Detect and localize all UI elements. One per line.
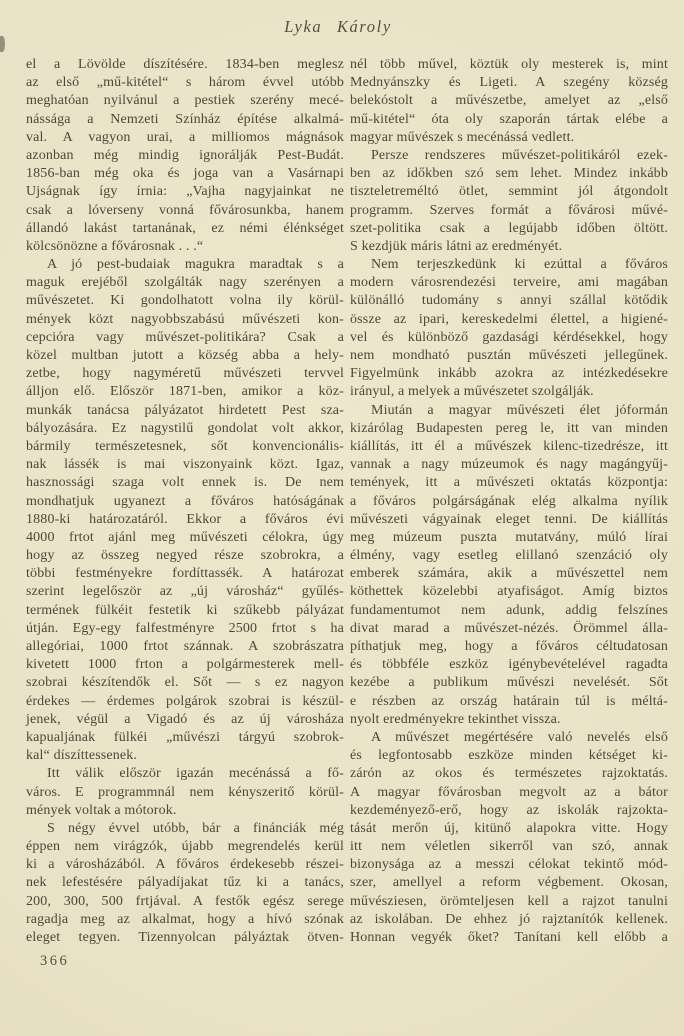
text-line: ragadja meg az alkalmat, hogy a hívó szónak xyxy=(26,911,344,927)
text-line: ki a városházából. A főváros érdekesebb részei- xyxy=(26,857,344,873)
text-line: Ujságnak így írnia: „Vajha nagyjainkat ne xyxy=(26,184,344,200)
text-line: nek lefestésére pályadíjakat tűz ki a tanács, xyxy=(26,875,344,891)
text-line: 1880-ki határozatáról. Ekkor a főváros évi xyxy=(26,511,344,527)
text-line: S négy évvel utóbb, bár a finánciák még xyxy=(47,820,344,836)
text-line: Persze rendszeres művészet-politikáról ezek- xyxy=(371,147,668,163)
text-line: A művészet megértésére való nevelés első xyxy=(371,729,668,745)
text-line: művésziesen, örömteljesen kell a rajzot tanulni xyxy=(350,893,668,909)
text-line: val. A vagyon urai, a milliomos mágnások xyxy=(26,129,344,145)
text-line: nyolt eredményekre tekinthet vissza. xyxy=(350,711,561,727)
text-line: nél több művel, köztük oly mesterek is, mint xyxy=(350,57,668,72)
text-line: eleget tegyen. Tizennyolcan pályáztak ötven- xyxy=(26,930,344,945)
text-line: Mednyánszky és Ligeti. A szegény község xyxy=(350,75,668,91)
text-line: 1856-ban még oka és joga van a Vasárnapi xyxy=(26,166,344,182)
text-line: cepcióra vagy művészet-politikára? Csak a xyxy=(26,329,344,345)
text-line: irányul, a melyek a művészetet szolgálják. xyxy=(350,384,594,400)
text-line: allegóriai, 1000 frtot szánnak. A szobrászatra xyxy=(26,639,344,654)
text-line: ben az időkben szó sem lehet. Mindez inkább xyxy=(350,166,668,182)
text-line: kezdeményező-erő, hogy az iskolák rajzokta- xyxy=(350,802,668,818)
text-line: 4000 frtot ajánl meg művészeti célokra, úgy xyxy=(26,529,344,545)
text-line: azonban még mindig ignorálják Pest-Budát. xyxy=(26,147,344,163)
text-line: bizonysága az a messzi célokat tekintő mód- xyxy=(350,857,668,873)
text-line: bályozására. Ez nagystilű gondolat volt akkor, xyxy=(26,420,344,436)
text-line: meghatóan nyilvánul a pestiek szerény mecé- xyxy=(26,93,344,109)
text-line: útján. Egy-egy falfestményre 2500 frtot s ha xyxy=(26,620,344,636)
text-line: A magyar fővárosban megvolt az a bátor xyxy=(350,784,668,800)
text-line: érdekes — érdemes polgárok szobrai is készül- xyxy=(26,693,344,709)
text-line: kal“ díszíttessenek. xyxy=(26,748,138,764)
text-line: össze az ipari, kereskedelmi élettel, a higiené- xyxy=(350,311,668,327)
text-line: meg múzeum puszta mutatvány, múló lírai xyxy=(350,529,668,545)
text-line: szet-politika csak a legújabb időben öltött. xyxy=(350,220,668,236)
text-line: mények közt nagyobbszabású művészeti kon- xyxy=(26,311,344,327)
text-line: píthatjuk meg, hogy a főváros céltudatosan xyxy=(350,639,668,654)
text-line: divat marad a művészet-nézés. Örömmel álla- xyxy=(350,620,668,636)
text-line: Itt válik először igazán mecénássá a fő- xyxy=(47,766,344,782)
text-line: kiállítás, itt él a művészek kilenc-tizedrésze, itt xyxy=(350,438,668,454)
text-line: temények, itt a művészeti oktatás központja: xyxy=(350,475,668,491)
text-line: tását merőn új, kitünő alapokra vitte. Hogy xyxy=(350,820,668,836)
text-line: A jó pest-budaiak magukra maradtak s a xyxy=(47,257,344,273)
text-line: maguk erejéből szolgálták nagy szerényen a xyxy=(26,275,344,291)
text-line: kölcsönözne a fővárosnak . . .“ xyxy=(26,238,204,254)
text-line: mű-kitétel“ óta oly szaporán tártak elébe a xyxy=(350,111,668,127)
text-line: szerint legelőször az „új városház“ gyűlés- xyxy=(26,584,344,600)
text-line: itt nem véletlen sikerről van szó, annak xyxy=(350,839,668,855)
text-line: zárón az okos és természetes rajzoktatás. xyxy=(350,766,668,782)
text-line: az iskolában. De ehhez jó rajztanítók kellenek. xyxy=(350,911,668,927)
text-line: az első „mű-kitétel“ s három évvel utóbb xyxy=(26,75,344,91)
text-line: köthettek közelebbi atyafiságot. Amíg biztos xyxy=(350,584,668,600)
text-line: fundamentumot nem adunk, addig felszínes xyxy=(350,602,668,618)
text-line: város. E programmnál nem kényszeritő körül- xyxy=(26,784,344,800)
text-line: termének fülkéit festetik ki szűkebb pályázat xyxy=(26,602,344,618)
text-line: élmény, vagy esetleg elillanó szenzáció oly xyxy=(350,548,668,564)
text-line: emberek számára, akik a művészettel nem xyxy=(350,566,668,582)
text-line: belekóstolt a művészetbe, amelyet az „első xyxy=(350,93,668,109)
text-line: el a Lövölde díszítésére. 1834-ben meglesz xyxy=(26,57,344,72)
right-column xyxy=(350,56,668,947)
text-line: zetbe, hogy nagyméretű művészeti tervvel xyxy=(26,366,344,382)
text-line: többi festményekre fordíttassék. A határozat xyxy=(26,566,344,582)
text-line: nak lássék is mai viszonyaink közt. Igaz, xyxy=(26,457,344,473)
text-line: S kezdjük máris látni az eredményét. xyxy=(350,238,563,254)
text-line: programm. Szerves formát a fővárosi művé- xyxy=(350,202,668,218)
text-line: Nem terjeszkedünk ki ezúttal a főváros xyxy=(371,257,668,273)
text-line: nem mondható pusztán művészeti jellegűnek. xyxy=(350,348,668,363)
text-line: művészetet. Ki gondolhatott volna ily körül- xyxy=(26,293,344,309)
text-line: kizárólag Budapesten pereg le, itt van minden xyxy=(350,420,668,436)
text-line: kezébe a publikum művészi nevelését. Sőt xyxy=(350,675,668,691)
text-line: Miután a magyar művészeti élet jóformán xyxy=(371,402,668,418)
text-line: modern városrendezési terveire, ami magában xyxy=(350,275,668,291)
text-line: és többféle eszköz igénybevételével ragadta xyxy=(350,657,668,673)
text-line: közel multban jutott a község abba a hely- xyxy=(26,348,344,363)
text-line: 200, 300, 500 frtjával. A festők egész serege xyxy=(26,893,344,909)
text-line: nássága a Nemzeti Színház építése alkalmá- xyxy=(26,111,344,127)
page-number: 366 xyxy=(40,953,70,969)
text-line: kapualjának fülkéi „művészi tárgyú szobrok- xyxy=(26,729,344,745)
text-line: vel és különböző gazdasági kérdésekkel, hogy xyxy=(350,329,668,345)
text-line: kivetett 1000 frton a polgármesterek mell- xyxy=(26,657,344,673)
text-line: mények voltak a mótorok. xyxy=(26,802,177,818)
text-line: szobrai készítendők el. Sőt — s ez nagyon xyxy=(26,675,344,691)
text-line: éppen nem virágzók, újabb megrendelés kerül xyxy=(26,839,344,855)
text-line: szer, amellyel a reform végbement. Okosan, xyxy=(350,875,668,891)
running-header-author: Lyka Károly xyxy=(284,17,392,36)
text-line: álljon elő. Először 1871-ben, amikor a köz- xyxy=(26,384,344,400)
text-line: és legfontosabb eszköze minden kétséget ki- xyxy=(350,748,668,764)
text-line: tiszteletreméltó ötlet, semmint jól átgondolt xyxy=(350,184,668,200)
text-line: mondhatjuk ugyanezt a főváros hatóságának xyxy=(26,493,344,509)
paper-speck xyxy=(0,36,5,52)
text-line: a főváros polgárságának elég alkalma nyílik xyxy=(350,493,668,509)
left-column xyxy=(26,56,344,947)
text-line: hogy az összeg negyed része szobrokra, a xyxy=(26,548,344,564)
text-line: Honnan vegyék őket? Tanítani kell előbb a xyxy=(350,930,668,945)
text-line: csak a lóverseny vonná fővárosunkba, hanem xyxy=(26,202,344,218)
text-line: bármily természetesnek, sőt konvencionális- xyxy=(26,438,344,454)
text-line: jenek, végül a Vigadó és az új városháza xyxy=(26,711,344,727)
text-line: vannak a nagy múzeumok és nagy magángyűj- xyxy=(350,457,668,473)
text-line: e részben az ország határain túl is méltá- xyxy=(350,693,668,709)
text-line: különálló tudomány s annyi szállal kötődik xyxy=(350,293,668,309)
text-line: Figyelmünk inkább azokra az intézkedésekre xyxy=(350,366,668,382)
text-line: művészeti vágyainak eleget tenni. De kiállítás xyxy=(350,511,668,527)
text-line: állandó lakást tartanának, ez némi élénkséget xyxy=(26,220,344,236)
text-line: munkák tanácsa pályázatot hirdetett Pest sza- xyxy=(26,402,344,418)
text-line: hasznossági szaga volt ennek is. De nem xyxy=(26,475,344,491)
text-line: magyar művészek s mecénássá vedlett. xyxy=(350,129,575,145)
